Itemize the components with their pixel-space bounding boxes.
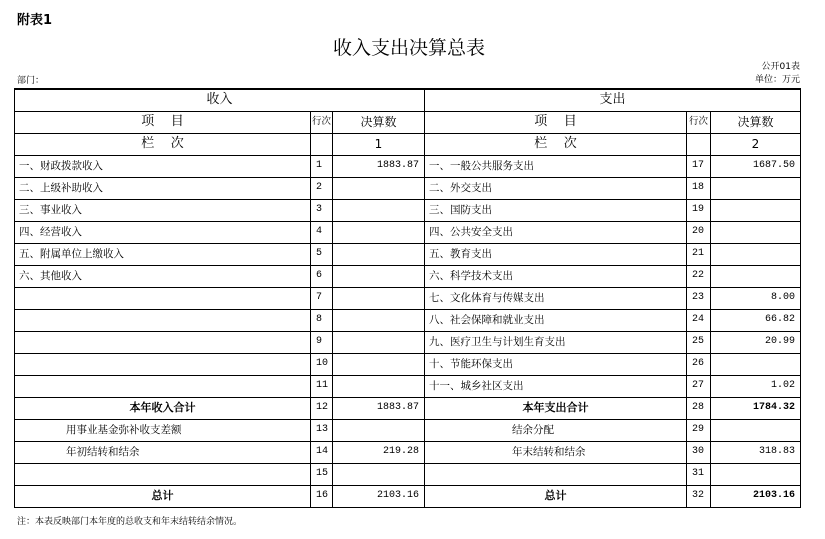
form-code: 公开01表 (761, 62, 800, 72)
income-item-cell: 年初结转和结余 (15, 441, 311, 463)
expense-serial-number: 2 (711, 133, 801, 155)
expense-item-cell: 十一、城乡社区支出 (425, 375, 687, 397)
header-row-serial (15, 133, 801, 155)
income-line-cell: 8 (311, 309, 333, 331)
income-line-cell: 4 (311, 221, 333, 243)
income-amount-cell (333, 463, 425, 485)
income-item-header: 项 目 (15, 111, 311, 133)
page-title: 收入支出决算总表 (332, 37, 485, 59)
income-line-cell: 7 (311, 287, 333, 309)
header-row-columns (15, 111, 801, 133)
income-item-cell (15, 287, 311, 309)
income-amount-cell (333, 243, 425, 265)
table-row (15, 309, 801, 331)
expense-amount-cell: 1687.50 (711, 155, 801, 177)
income-line-cell: 9 (311, 331, 333, 353)
table-row-subtotal (15, 397, 801, 419)
expense-amount-cell (711, 353, 801, 375)
expense-line-cell: 23 (687, 287, 711, 309)
expense-item-cell: 一、一般公共服务支出 (425, 155, 687, 177)
expense-amount-header: 决算数 (711, 111, 801, 133)
income-item-cell (15, 331, 311, 353)
income-serial-label: 栏 次 (15, 133, 311, 155)
expense-amount-cell: 66.82 (711, 309, 801, 331)
table-row (15, 287, 801, 309)
table-row (15, 265, 801, 287)
unit-label: 单位：万元 (754, 75, 800, 85)
expense-item-cell: 二、外交支出 (425, 177, 687, 199)
income-line-cell: 6 (311, 265, 333, 287)
income-amount-cell (333, 287, 425, 309)
expense-header: 支出 (425, 89, 801, 111)
expense-item-cell: 八、社会保障和就业支出 (425, 309, 687, 331)
expense-line-header: 行次 (687, 111, 711, 133)
table-row-grand-total (15, 485, 801, 507)
income-line-cell: 12 (311, 397, 333, 419)
expense-amount-cell (711, 265, 801, 287)
income-amount-cell (333, 221, 425, 243)
income-line-cell: 10 (311, 353, 333, 375)
income-line-cell: 14 (311, 441, 333, 463)
table-row (15, 155, 801, 177)
expense-item-cell: 五、教育支出 (425, 243, 687, 265)
income-amount-cell (333, 375, 425, 397)
income-line-cell: 3 (311, 199, 333, 221)
expense-line-cell: 29 (687, 419, 711, 441)
expense-amount-cell (711, 463, 801, 485)
income-amount-cell (333, 331, 425, 353)
income-amount-cell: 2103.16 (333, 485, 425, 507)
expense-amount-cell: 20.99 (711, 331, 801, 353)
table-row (15, 441, 801, 463)
expense-line-cell: 31 (687, 463, 711, 485)
summary-table (14, 88, 801, 508)
expense-line-cell: 26 (687, 353, 711, 375)
income-serial-number: 1 (333, 133, 425, 155)
expense-line-cell: 32 (687, 485, 711, 507)
expense-line-cell: 28 (687, 397, 711, 419)
expense-line-cell: 21 (687, 243, 711, 265)
table-row (15, 375, 801, 397)
table-row (15, 331, 801, 353)
expense-line-cell: 20 (687, 221, 711, 243)
income-amount-cell (333, 265, 425, 287)
expense-item-cell: 四、公共安全支出 (425, 221, 687, 243)
department-label: 部门： (17, 76, 45, 86)
income-item-cell (15, 375, 311, 397)
income-amount-cell: 1883.87 (333, 155, 425, 177)
income-serial-line (311, 133, 333, 155)
income-item-cell: 二、上级补助收入 (15, 177, 311, 199)
table-row (15, 463, 801, 485)
income-item-cell: 用事业基金弥补收支差额 (15, 419, 311, 441)
income-header: 收入 (15, 89, 425, 111)
table-row (15, 177, 801, 199)
table-row (15, 221, 801, 243)
income-line-cell: 5 (311, 243, 333, 265)
income-item-cell: 六、其他收入 (15, 265, 311, 287)
income-item-cell: 总计 (15, 485, 311, 507)
expense-serial-label: 栏 次 (425, 133, 687, 155)
expense-item-cell: 年末结转和结余 (425, 441, 687, 463)
expense-line-cell: 30 (687, 441, 711, 463)
table-row (15, 353, 801, 375)
expense-amount-cell (711, 243, 801, 265)
expense-amount-cell: 1.02 (711, 375, 801, 397)
income-line-cell: 16 (311, 485, 333, 507)
income-item-cell: 本年收入合计 (15, 397, 311, 419)
expense-item-cell: 三、国防支出 (425, 199, 687, 221)
table-row (15, 419, 801, 441)
expense-amount-cell: 318.83 (711, 441, 801, 463)
expense-serial-line (687, 133, 711, 155)
income-line-cell: 2 (311, 177, 333, 199)
expense-line-cell: 27 (687, 375, 711, 397)
expense-item-cell: 十、节能环保支出 (425, 353, 687, 375)
income-item-cell (15, 353, 311, 375)
attachment-label: 附表1 (17, 13, 53, 28)
income-item-cell (15, 463, 311, 485)
expense-amount-cell: 2103.16 (711, 485, 801, 507)
expense-amount-cell (711, 177, 801, 199)
expense-item-cell: 九、医疗卫生与计划生育支出 (425, 331, 687, 353)
income-amount-cell (333, 177, 425, 199)
income-amount-cell: 219.28 (333, 441, 425, 463)
income-item-cell: 三、事业收入 (15, 199, 311, 221)
expense-amount-cell (711, 199, 801, 221)
expense-item-cell: 七、文化体育与传媒支出 (425, 287, 687, 309)
income-item-cell: 一、财政拨款收入 (15, 155, 311, 177)
expense-amount-cell (711, 221, 801, 243)
income-amount-header: 决算数 (333, 111, 425, 133)
income-line-header: 行次 (311, 111, 333, 133)
expense-item-header: 项 目 (425, 111, 687, 133)
expense-item-cell: 六、科学技术支出 (425, 265, 687, 287)
income-line-cell: 15 (311, 463, 333, 485)
expense-item-cell: 本年支出合计 (425, 397, 687, 419)
footnote: 注：本表反映部门本年度的总收支和年末结转结余情况。 (17, 517, 243, 527)
expense-line-cell: 24 (687, 309, 711, 331)
expense-item-cell: 总计 (425, 485, 687, 507)
income-amount-cell (333, 309, 425, 331)
income-line-cell: 13 (311, 419, 333, 441)
income-line-cell: 11 (311, 375, 333, 397)
income-amount-cell (333, 353, 425, 375)
expense-amount-cell: 1784.32 (711, 397, 801, 419)
income-amount-cell (333, 419, 425, 441)
table-row (15, 199, 801, 221)
income-amount-cell (333, 199, 425, 221)
expense-amount-cell: 8.00 (711, 287, 801, 309)
expense-line-cell: 19 (687, 199, 711, 221)
income-item-cell: 四、经营收入 (15, 221, 311, 243)
expense-item-cell (425, 463, 687, 485)
income-line-cell: 1 (311, 155, 333, 177)
expense-line-cell: 25 (687, 331, 711, 353)
header-row-sections (15, 89, 801, 111)
expense-line-cell: 18 (687, 177, 711, 199)
income-amount-cell: 1883.87 (333, 397, 425, 419)
expense-line-cell: 17 (687, 155, 711, 177)
income-item-cell: 五、附属单位上缴收入 (15, 243, 311, 265)
expense-line-cell: 22 (687, 265, 711, 287)
income-item-cell (15, 309, 311, 331)
table-row (15, 243, 801, 265)
expense-amount-cell (711, 419, 801, 441)
expense-item-cell: 结余分配 (425, 419, 687, 441)
